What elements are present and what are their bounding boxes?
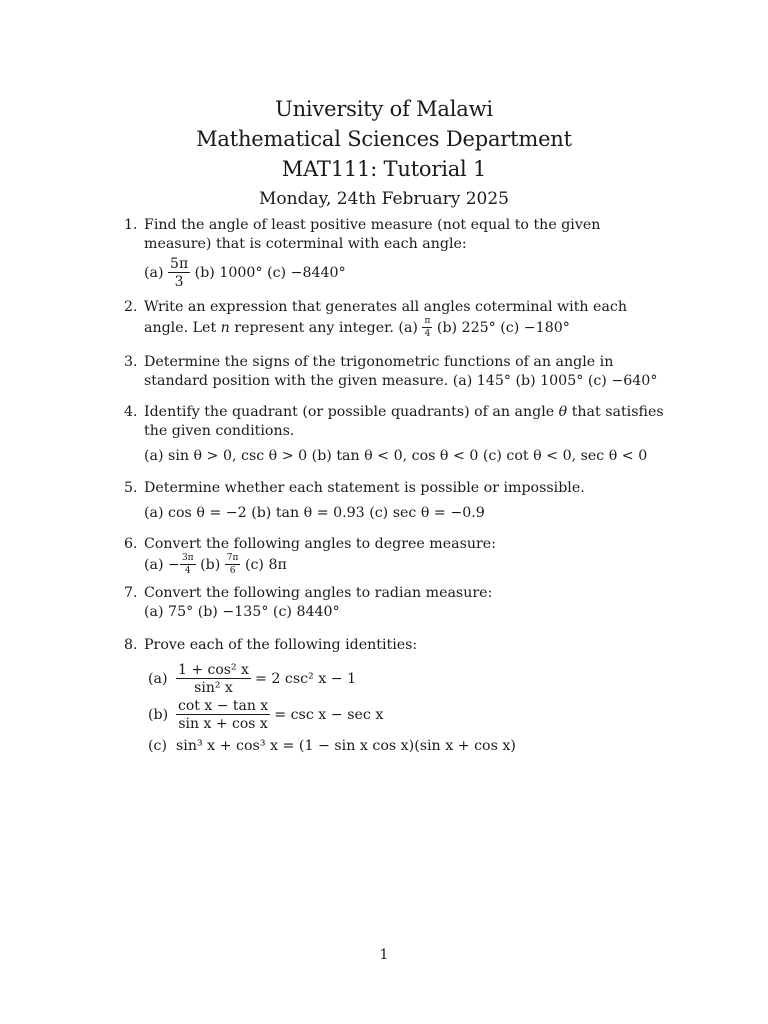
question-6 xyxy=(124,535,664,576)
part-b: (b) 1000° xyxy=(194,265,263,281)
tutorial-date: Monday, 24th February 2025 xyxy=(259,189,509,209)
question-number: 4. xyxy=(124,404,138,420)
course-title: MAT111: Tutorial 1 xyxy=(281,157,487,181)
question-text: Convert the following angles to radian measure: xyxy=(144,585,493,601)
question-text-cont: represent any integer. xyxy=(234,320,394,336)
variable-theta: θ xyxy=(558,404,568,420)
variable-n: n xyxy=(220,320,230,336)
title-block xyxy=(0,94,768,212)
fraction: $\frac{\text{cot x − tan x}}{\text{sin x + cos x}}$ xyxy=(178,698,269,732)
fraction: $\frac{\pi}{4}$ xyxy=(424,316,431,339)
part-b-label: (b) xyxy=(200,557,221,573)
part-a-label: (a) xyxy=(144,265,164,281)
department-name: Mathematical Sciences Department xyxy=(196,127,572,151)
part-c: (c) 8π xyxy=(244,557,287,573)
question-1 xyxy=(124,216,664,289)
conditions: (a) sin θ > 0, csc θ > 0 (b) tan θ < 0, cos θ < 0 (c) cot θ < 0, sec θ < 0 xyxy=(144,448,648,464)
angles: (a) 75° (b) −135° (c) 8440° xyxy=(144,604,340,620)
part-c: (c) −180° xyxy=(500,320,570,336)
question-8 xyxy=(124,636,664,756)
question-text: Identify the quadrant (or possible quadrants) of an angle xyxy=(144,404,555,420)
question-number: 6. xyxy=(124,536,138,552)
identity-rhs: = csc x − sec x xyxy=(274,706,384,723)
question-4 xyxy=(124,403,664,466)
identity-b xyxy=(148,699,664,731)
part-a-label: (a) xyxy=(148,670,168,687)
part-a-label: (a) − xyxy=(144,557,180,573)
university-name: University of Malawi xyxy=(275,97,493,121)
part-b-label: (b) xyxy=(148,706,169,723)
question-text-cont: that satisfies the given conditions. xyxy=(144,404,664,439)
question-text: Prove each of the following identities: xyxy=(144,637,418,653)
fraction: $\frac{3\pi}{4}$ xyxy=(181,553,194,576)
question-number: 8. xyxy=(124,637,138,653)
question-text: Determine whether each statement is possible or impossible. xyxy=(144,480,585,496)
question-2 xyxy=(124,298,664,339)
question-3 xyxy=(124,353,664,391)
question-text: Write an expression that generates all angles coterminal with each angle. Let xyxy=(144,299,627,336)
part-b: (b) 225° xyxy=(436,320,496,336)
question-number: 3. xyxy=(124,354,138,370)
question-7 xyxy=(124,584,664,622)
question-text: Find the angle of least positive measure (not equal to the given measure) that is coterminal with each angle: xyxy=(144,217,601,252)
part-a-label: (a) xyxy=(398,320,418,336)
identity-expression: sin³ x + cos³ x = (1 − sin x cos x)(sin x + cos x) xyxy=(176,738,516,754)
page-number: 1 xyxy=(379,947,389,963)
fraction: $\frac{5\pi}{3}$ xyxy=(170,256,189,290)
question-number: 2. xyxy=(124,299,138,315)
identity-a xyxy=(148,663,664,695)
fraction: $\frac{\text{1 + cos² x}}{\text{sin² x}}$ xyxy=(178,662,249,696)
statements: (a) cos θ = −2 (b) tan θ = 0.93 (c) sec θ = −0.9 xyxy=(144,505,485,521)
question-number: 7. xyxy=(124,585,138,601)
question-5 xyxy=(124,479,664,523)
identity-c xyxy=(148,737,664,756)
part-c: (c) −8440° xyxy=(267,265,346,281)
part-c-label: (c) xyxy=(148,738,168,754)
identity-rhs: = 2 csc² x − 1 xyxy=(254,670,357,687)
question-number: 5. xyxy=(124,480,138,496)
question-text: Convert the following angles to degree measure: xyxy=(144,536,496,552)
question-text: Determine the signs of the trigonometric functions of an angle in standard position with the given measure. (a) 145° (b) 1005° (c) −640° xyxy=(144,354,658,389)
question-number: 1. xyxy=(124,217,138,233)
fraction: $\frac{7\pi}{6}$ xyxy=(226,553,239,576)
